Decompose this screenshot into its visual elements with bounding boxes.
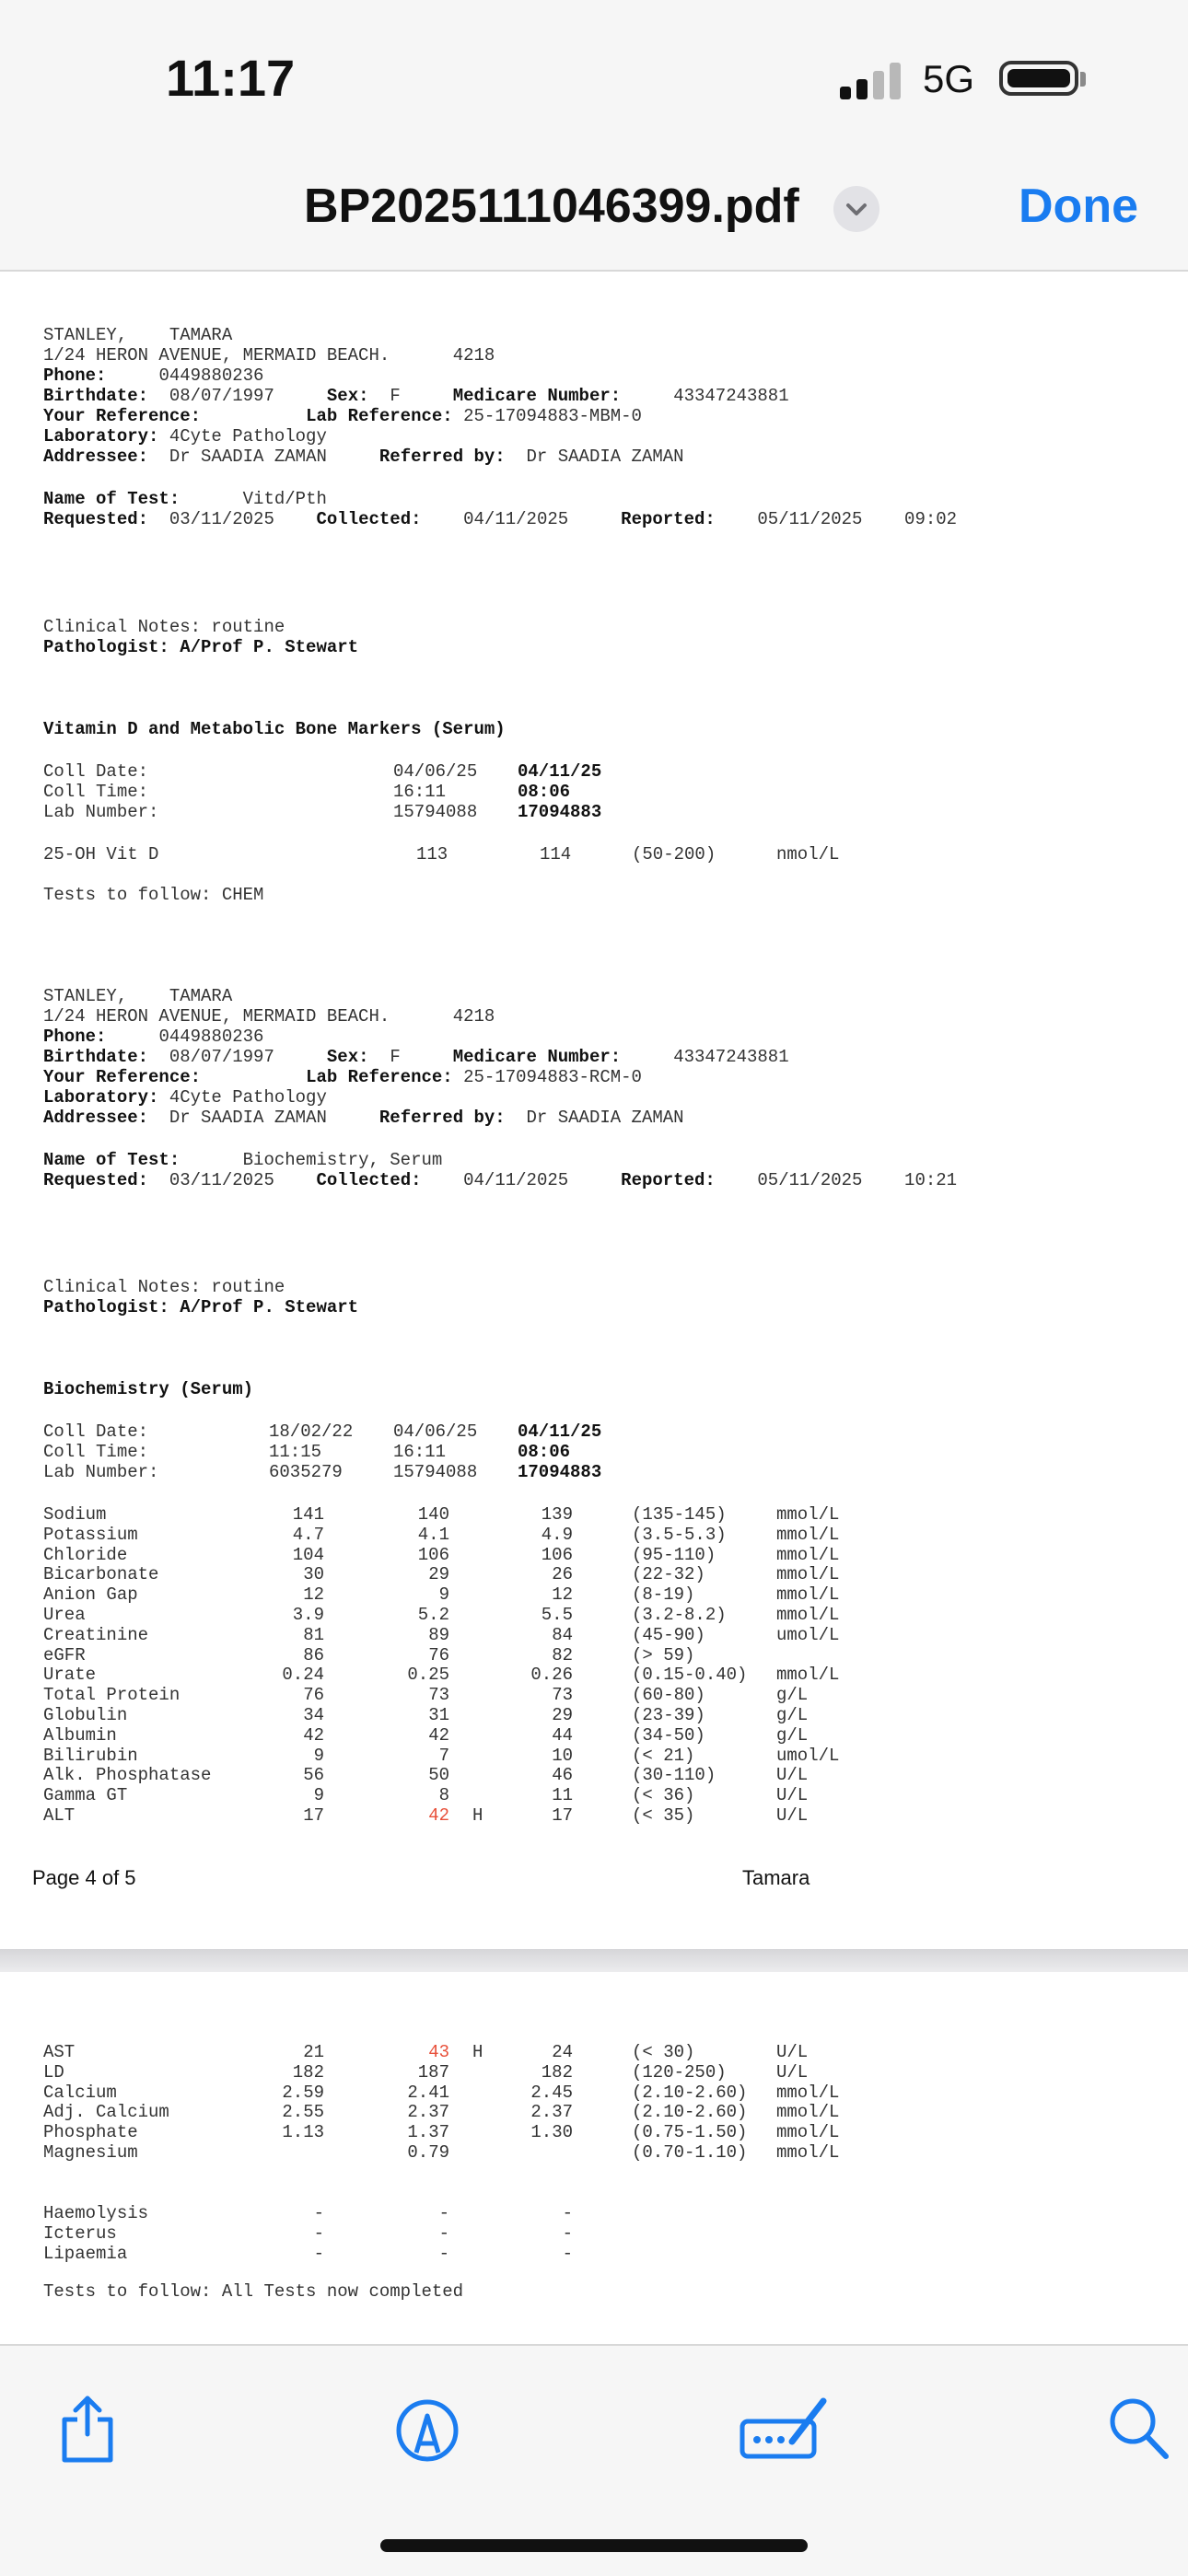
column-lab-number-current: 17094883: [518, 1462, 602, 1482]
status-time: 11:17: [166, 49, 296, 107]
result-range: (2.10-2.60): [632, 2082, 748, 2103]
result-value: 73: [428, 1685, 449, 1706]
column-lab-number: 6035279: [269, 1462, 343, 1482]
result-name: eGFR: [43, 1644, 86, 1665]
result-value-current: 182: [541, 2061, 573, 2083]
result-name: Bicarbonate: [43, 1564, 159, 1585]
reference-line: Your Reference: Lab Reference: 25-17094883-MBM-0: [43, 406, 642, 426]
result-range: (8-19): [632, 1584, 695, 1606]
result-value: -: [313, 2243, 324, 2264]
result-value: 2.59: [282, 2082, 324, 2103]
tests-to-follow: Tests to follow: CHEM: [43, 885, 264, 905]
result-value: 42: [428, 1724, 449, 1746]
column-date: 04/06/25: [393, 761, 478, 782]
addressee-line: Addressee: Dr SAADIA ZAMAN Referred by: Dr SAADIA ZAMAN: [43, 1108, 684, 1128]
column-lab-number-current: 17094883: [518, 802, 602, 822]
result-value-current: 24: [552, 2042, 573, 2062]
result-value-current: -: [562, 2243, 573, 2264]
pathologist: Pathologist: A/Prof P. Stewart: [43, 637, 359, 657]
result-name: Adj. Calcium: [43, 2102, 169, 2123]
result-value-current: 139: [541, 1504, 573, 1525]
result-value-current: 106: [541, 1544, 573, 1565]
clinical-notes: Clinical Notes: routine: [43, 617, 285, 637]
result-value: 34: [303, 1705, 324, 1725]
laboratory-line: Laboratory: 4Cyte Pathology: [43, 426, 327, 447]
test-name-line: Name of Test: Biochemistry, Serum: [43, 1150, 443, 1170]
result-value: -: [438, 2203, 449, 2223]
result-range: (< 36): [632, 1785, 695, 1806]
result-unit: g/L: [776, 1685, 809, 1706]
column-date: 04/06/25: [393, 1421, 478, 1442]
result-name: Lipaemia: [43, 2243, 128, 2264]
result-flag: H: [472, 1805, 483, 1826]
result-value: 106: [417, 1544, 449, 1565]
patient-address: 1/24 HERON AVENUE, MERMAID BEACH. 4218: [43, 1006, 495, 1027]
laboratory-line: Laboratory: 4Cyte Pathology: [43, 1087, 327, 1108]
result-value-current: 1.30: [530, 2122, 573, 2143]
result-name: Chloride: [43, 1544, 128, 1565]
result-value-current: 46: [552, 1765, 573, 1786]
result-unit: mmol/L: [776, 2102, 840, 2123]
pdf-page: [0, 272, 1188, 1949]
result-value: 0.25: [407, 1665, 449, 1686]
addressee-line: Addressee: Dr SAADIA ZAMAN Referred by: Dr SAADIA ZAMAN: [43, 447, 684, 467]
result-value: 7: [438, 1745, 449, 1766]
page-separator: [0, 1949, 1188, 1972]
result-value-current: 29: [552, 1705, 573, 1725]
result-value: 81: [303, 1624, 324, 1645]
result-value-current: 84: [552, 1624, 573, 1645]
result-unit: U/L: [776, 2061, 809, 2083]
result-value: -: [313, 2203, 324, 2223]
pathologist: Pathologist: A/Prof P. Stewart: [43, 1297, 359, 1317]
result-value-current: 5.5: [541, 1605, 573, 1625]
result-range: (0.70-1.10): [632, 2142, 748, 2163]
result-name: LD: [43, 2061, 64, 2083]
result-value: 104: [292, 1544, 324, 1565]
result-name: Icterus: [43, 2222, 117, 2244]
signature-icon[interactable]: [739, 2390, 831, 2468]
result-value: -: [313, 2222, 324, 2244]
result-unit: U/L: [776, 2042, 809, 2062]
result-range: (95-110): [632, 1544, 716, 1565]
result-value: 56: [303, 1765, 324, 1786]
result-unit: U/L: [776, 1765, 809, 1786]
result-value-current: 12: [552, 1584, 573, 1606]
result-value: 113: [416, 844, 448, 864]
result-value: 140: [417, 1504, 449, 1525]
reference-line: Your Reference: Lab Reference: 25-17094883-RCM-0: [43, 1067, 642, 1087]
result-value: 42: [303, 1724, 324, 1746]
result-value: 1.37: [407, 2122, 449, 2143]
result-range: (< 35): [632, 1805, 695, 1826]
result-name: Potassium: [43, 1524, 138, 1545]
done-button[interactable]: Done: [1019, 180, 1138, 233]
result-unit: mmol/L: [776, 1665, 840, 1686]
test-name-line: Name of Test: Vitd/Pth: [43, 489, 327, 509]
pdf-page: [0, 1972, 1188, 2344]
document-title[interactable]: BP2025111046399.pdf: [304, 180, 799, 233]
patient-address: 1/24 HERON AVENUE, MERMAID BEACH. 4218: [43, 345, 495, 366]
nav-bar: [0, 147, 1188, 272]
footer-name: Tamara: [742, 1866, 810, 1889]
result-range: (23-39): [632, 1705, 705, 1725]
result-value: 0.79: [407, 2142, 449, 2163]
result-range: (120-250): [632, 2061, 727, 2083]
result-unit: U/L: [776, 1805, 809, 1826]
result-value: 8: [438, 1785, 449, 1806]
result-value: 17: [303, 1805, 324, 1826]
page-number: Page 4 of 5: [32, 1866, 136, 1889]
result-value-current: 2.45: [530, 2082, 573, 2103]
result-value: 43: [428, 2042, 449, 2062]
battery-cap: [1080, 72, 1086, 87]
result-value-current: 44: [552, 1724, 573, 1746]
result-value: 187: [417, 2061, 449, 2083]
section-title: Biochemistry (Serum): [43, 1379, 254, 1399]
result-unit: mmol/L: [776, 1524, 840, 1545]
title-menu-chevron-icon[interactable]: [833, 186, 879, 232]
result-value: 42: [428, 1805, 449, 1826]
result-value: 76: [303, 1685, 324, 1706]
result-name: Anion Gap: [43, 1584, 138, 1606]
result-name: Total Protein: [43, 1685, 181, 1706]
column-time: 11:15: [269, 1442, 322, 1462]
result-value: 76: [428, 1644, 449, 1665]
result-value: 2.55: [282, 2102, 324, 2123]
result-range: (22-32): [632, 1564, 705, 1585]
result-value-current: 2.37: [530, 2102, 573, 2123]
coll-time-label: Coll Time:: [43, 782, 149, 802]
patient-name: STANLEY, TAMARA: [43, 986, 233, 1006]
battery-icon: [999, 61, 1078, 96]
patient-birthdate-line: Birthdate: 08/07/1997 Sex: F Medicare Number: 43347243881: [43, 386, 789, 406]
result-flag: H: [472, 2042, 483, 2062]
result-value-current: 73: [552, 1685, 573, 1706]
result-name: Haemolysis: [43, 2203, 149, 2223]
result-name: Globulin: [43, 1705, 128, 1725]
column-lab-number: 15794088: [393, 1462, 478, 1482]
column-time: 16:11: [393, 1442, 447, 1462]
result-value-current: 10: [552, 1745, 573, 1766]
result-name: ALT: [43, 1805, 76, 1826]
result-unit: g/L: [776, 1705, 809, 1725]
column-date-current: 04/11/25: [518, 761, 602, 782]
clinical-notes: Clinical Notes: routine: [43, 1277, 285, 1297]
patient-phone: Phone: 0449880236: [43, 1027, 264, 1047]
result-value: 2.41: [407, 2082, 449, 2103]
network-type: 5G: [923, 57, 975, 100]
result-unit: g/L: [776, 1724, 809, 1746]
patient-name: STANLEY, TAMARA: [43, 325, 233, 345]
status-bar: [0, 0, 1188, 147]
column-lab-number: 15794088: [393, 802, 478, 822]
dates-line: Requested: 03/11/2025 Collected: 04/11/2025 Reported: 05/11/2025 10:21: [43, 1170, 958, 1190]
result-value-current: 82: [552, 1644, 573, 1665]
column-time: 16:11: [393, 782, 447, 802]
result-name: Urea: [43, 1605, 86, 1625]
dates-line: Requested: 03/11/2025 Collected: 04/11/2025 Reported: 05/11/2025 09:02: [43, 509, 958, 529]
tests-to-follow: Tests to follow: All Tests now completed: [43, 2281, 464, 2302]
result-range: (50-200): [632, 844, 716, 864]
result-value: 50: [428, 1765, 449, 1786]
result-unit: nmol/L: [776, 844, 840, 864]
coll-time-label: Coll Time:: [43, 1442, 149, 1462]
result-unit: mmol/L: [776, 1544, 840, 1565]
result-range: (> 59): [632, 1644, 695, 1665]
search-icon[interactable]: [1105, 2390, 1171, 2468]
result-range: (135-145): [632, 1504, 727, 1525]
result-value: 21: [303, 2042, 324, 2062]
patient-phone: Phone: 0449880236: [43, 366, 264, 386]
result-value: 2.37: [407, 2102, 449, 2123]
result-value: 9: [313, 1785, 324, 1806]
column-date-current: 04/11/25: [518, 1421, 602, 1442]
result-value-current: 11: [552, 1785, 573, 1806]
result-value-current: 17: [552, 1805, 573, 1826]
cellular-signal-icon: [840, 61, 904, 99]
result-name: Gamma GT: [43, 1785, 128, 1806]
result-unit: mmol/L: [776, 2082, 840, 2103]
result-unit: mmol/L: [776, 2142, 840, 2163]
lab-number-label: Lab Number:: [43, 802, 159, 822]
result-name: AST: [43, 2042, 76, 2062]
result-range: (0.15-0.40): [632, 1665, 748, 1686]
result-value-current: 4.9: [541, 1524, 573, 1545]
result-range: (34-50): [632, 1724, 705, 1746]
column-time-current: 08:06: [518, 782, 571, 802]
share-icon[interactable]: [57, 2390, 118, 2468]
section-title: Vitamin D and Metabolic Bone Markers (Serum): [43, 719, 506, 739]
result-range: (0.75-1.50): [632, 2122, 748, 2143]
result-value: 30: [303, 1564, 324, 1585]
result-name: Phosphate: [43, 2122, 138, 2143]
result-value: 31: [428, 1705, 449, 1725]
result-unit: mmol/L: [776, 2122, 840, 2143]
result-value: 5.2: [417, 1605, 449, 1625]
result-name: Sodium: [43, 1504, 107, 1525]
result-value: 4.7: [292, 1524, 324, 1545]
result-value-current: -: [562, 2203, 573, 2223]
result-value: 3.9: [292, 1605, 324, 1625]
result-name: Alk. Phosphatase: [43, 1765, 212, 1786]
result-value: 182: [292, 2061, 324, 2083]
coll-date-label: Coll Date:: [43, 1421, 149, 1442]
result-value-current: -: [562, 2222, 573, 2244]
result-value: 4.1: [417, 1524, 449, 1545]
result-unit: mmol/L: [776, 1605, 840, 1625]
result-value: -: [438, 2222, 449, 2244]
patient-birthdate-line: Birthdate: 08/07/1997 Sex: F Medicare Number: 43347243881: [43, 1047, 789, 1067]
result-name: Urate: [43, 1665, 97, 1686]
result-name: Calcium: [43, 2082, 117, 2103]
result-range: (< 30): [632, 2042, 695, 2062]
result-name: Magnesium: [43, 2142, 138, 2163]
markup-pen-icon[interactable]: [396, 2390, 459, 2468]
result-range: (3.2-8.2): [632, 1605, 727, 1625]
column-time-current: 08:06: [518, 1442, 571, 1462]
result-name: 25-OH Vit D: [43, 844, 159, 864]
lab-number-label: Lab Number:: [43, 1462, 159, 1482]
result-unit: umol/L: [776, 1624, 840, 1645]
result-name: Bilirubin: [43, 1745, 138, 1766]
result-value-current: 0.26: [530, 1665, 573, 1686]
result-range: (60-80): [632, 1685, 705, 1706]
result-range: (2.10-2.60): [632, 2102, 748, 2123]
result-value: 9: [438, 1584, 449, 1606]
result-range: (30-110): [632, 1765, 716, 1786]
result-value: -: [438, 2243, 449, 2264]
result-value: 1.13: [282, 2122, 324, 2143]
result-name: Albumin: [43, 1724, 117, 1746]
result-value-current: 114: [540, 844, 572, 864]
result-range: (45-90): [632, 1624, 705, 1645]
result-value-current: 26: [552, 1564, 573, 1585]
column-date: 18/02/22: [269, 1421, 354, 1442]
home-indicator[interactable]: [380, 2539, 808, 2552]
result-name: Creatinine: [43, 1624, 149, 1645]
coll-date-label: Coll Date:: [43, 761, 149, 782]
result-value: 86: [303, 1644, 324, 1665]
result-unit: U/L: [776, 1785, 809, 1806]
result-value: 9: [313, 1745, 324, 1766]
result-unit: mmol/L: [776, 1504, 840, 1525]
result-value: 12: [303, 1584, 324, 1606]
result-value: 29: [428, 1564, 449, 1585]
result-unit: mmol/L: [776, 1584, 840, 1606]
result-range: (3.5-5.3): [632, 1524, 727, 1545]
result-value: 0.24: [282, 1665, 324, 1686]
result-range: (< 21): [632, 1745, 695, 1766]
result-unit: mmol/L: [776, 1564, 840, 1585]
result-value: 89: [428, 1624, 449, 1645]
result-unit: umol/L: [776, 1745, 840, 1766]
result-value: 141: [292, 1504, 324, 1525]
